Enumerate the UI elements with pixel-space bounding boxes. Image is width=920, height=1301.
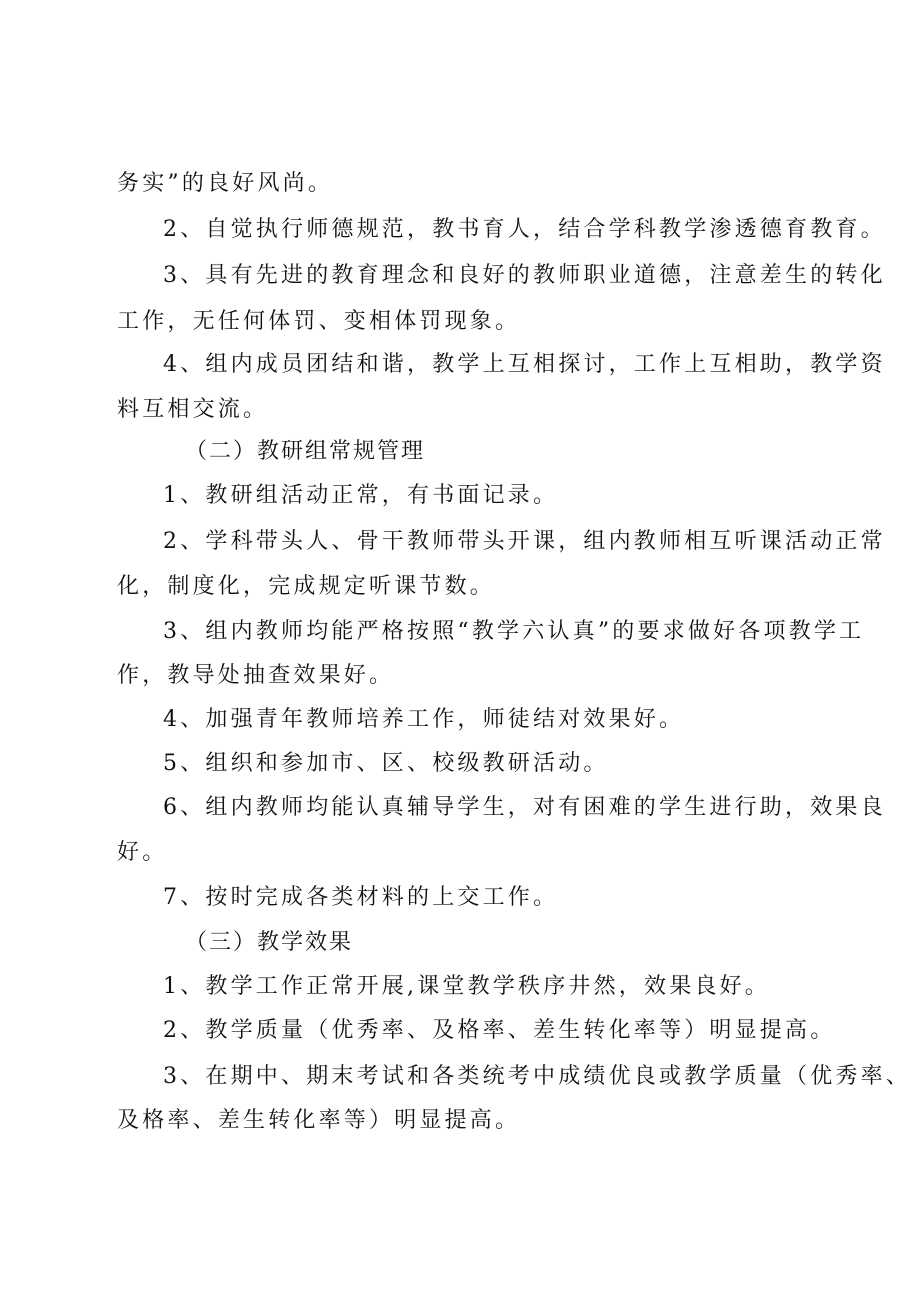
- paragraph-line: 1、教研组活动正常，有书面记录。: [163, 483, 559, 508]
- section-heading: （三）教学效果: [185, 930, 354, 955]
- paragraph-line: 5、组织和参加市、区、校级教研活动。: [163, 751, 609, 776]
- paragraph-line: 务实”的良好风尚。: [117, 171, 334, 196]
- section-heading: （二）教研组常规管理: [185, 439, 426, 464]
- paragraph-line: 3、具有先进的教育理念和良好的教师职业道德，注意差生的转化: [163, 263, 886, 288]
- paragraph-line: 及格率、差生转化率等）明显提高。: [117, 1108, 521, 1133]
- paragraph-line: 作，教导处抽查效果好。: [117, 663, 395, 688]
- paragraph-line: 3、组内教师均能严格按照“教学六认真”的要求做好各项教学工: [163, 619, 865, 644]
- paragraph-line: 1、教学工作正常开展,课堂教学秩序井然，效果良好。: [163, 974, 770, 999]
- paragraph-line: 2、教学质量（优秀率、及格率、差生转化率等）明显提高。: [163, 1018, 836, 1043]
- paragraph-line: 6、组内教师均能认真辅导学生，对有困难的学生进行助，效果良: [163, 795, 886, 820]
- paragraph-line: 料互相交流。: [117, 397, 269, 422]
- paragraph-line: 化，制度化，完成规定听课节数。: [117, 574, 496, 599]
- paragraph-line: 4、组内成员团结和谐，教学上互相探讨，工作上互相助，教学资: [163, 352, 886, 377]
- paragraph-line: 2、学科带头人、骨干教师带头开课，组内教师相互听课活动正常: [163, 529, 886, 554]
- paragraph-line: 7、按时完成各类材料的上交工作。: [163, 885, 559, 910]
- paragraph-line: 2、自觉执行师德规范，教书育人，结合学科教学渗透德育教育。: [163, 217, 886, 242]
- paragraph-line: 好。: [117, 840, 168, 865]
- paragraph-line: 4、加强青年教师培养工作，师徒结对效果好。: [163, 707, 685, 732]
- paragraph-line: 工作，无任何体罚、变相体罚现象。: [117, 309, 521, 334]
- paragraph-line: 3、在期中、期末考试和各类统考中成绩优良或教学质量（优秀率、: [163, 1064, 911, 1089]
